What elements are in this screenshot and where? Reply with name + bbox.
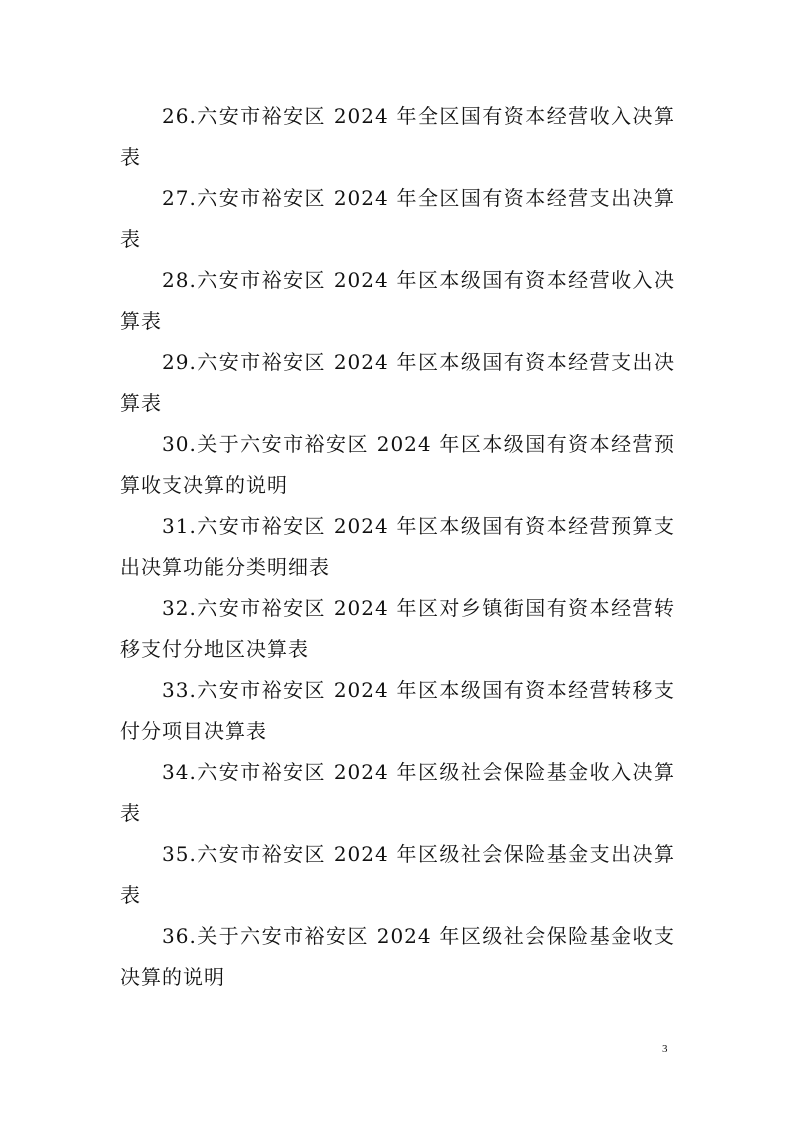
toc-item-26: 26.六安市裕安区 2024 年全区国有资本经营收入决算表 — [120, 104, 675, 169]
toc-item-35: 35.六安市裕安区 2024 年区级社会保险基金支出决算表 — [120, 842, 675, 907]
toc-item-31: 31.六安市裕安区 2024 年区本级国有资本经营预算支出决算功能分类明细表 — [120, 514, 675, 579]
toc-item-32: 32.六安市裕安区 2024 年区对乡镇街国有资本经营转移支付分地区决算表 — [120, 596, 675, 661]
toc-item-34: 34.六安市裕安区 2024 年区级社会保险基金收入决算表 — [120, 760, 675, 825]
toc-list — [120, 96, 675, 998]
toc-item-28: 28.六安市裕安区 2024 年区本级国有资本经营收入决算表 — [120, 268, 675, 333]
toc-item-36: 36.关于六安市裕安区 2024 年区级社会保险基金收支决算的说明 — [120, 924, 675, 989]
toc-item-33: 33.六安市裕安区 2024 年区本级国有资本经营转移支付分项目决算表 — [120, 678, 675, 743]
toc-item-30: 30.关于六安市裕安区 2024 年区本级国有资本经营预算收支决算的说明 — [120, 432, 675, 497]
toc-item-27: 27.六安市裕安区 2024 年全区国有资本经营支出决算表 — [120, 186, 675, 251]
toc-item-29: 29.六安市裕安区 2024 年区本级国有资本经营支出决算表 — [120, 350, 675, 415]
page-number: 3 — [662, 1043, 668, 1055]
